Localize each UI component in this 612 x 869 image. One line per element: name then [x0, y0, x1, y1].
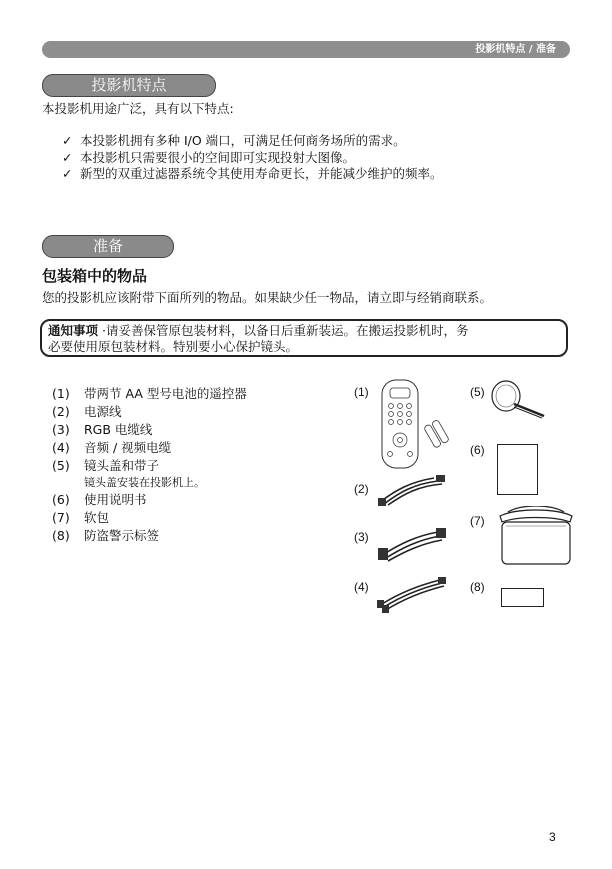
check-icon: ✓ [62, 149, 73, 165]
preparation-heading: 准备 [92, 237, 123, 255]
header-bar [42, 41, 570, 58]
figure-label-4: (4) [354, 580, 369, 594]
figure-label-8: (8) [470, 580, 485, 594]
soft-bag-icon [496, 506, 576, 566]
figure-label-5: (5) [470, 385, 485, 399]
features-heading-pill [42, 74, 216, 97]
remote-control-icon [376, 378, 456, 472]
check-icon: ✓ [62, 166, 73, 181]
preparation-heading-pill [42, 235, 174, 258]
lens-cap-icon [490, 378, 554, 420]
list-item: (7) 软包 [52, 510, 110, 525]
figure-label-7: (7) [470, 514, 485, 528]
list-item: (5) 镜头盖和带子 [52, 458, 160, 473]
notice-label: 通知事项 [48, 323, 99, 338]
security-label-icon [501, 588, 544, 607]
header-title: 投影机特点 / 准备 [475, 44, 556, 55]
notice-box [40, 319, 568, 357]
list-item: (4) 音频 / 视频电缆 [52, 440, 172, 455]
features-intro: 本投影机用途广泛，具有以下特点: [42, 101, 234, 116]
features-heading: 投影机特点 [91, 76, 167, 94]
item-list [52, 384, 247, 544]
manual-icon [497, 444, 538, 495]
page-number: 3 [549, 830, 556, 844]
figure-label-6: (6) [470, 443, 485, 457]
list-item: (8) 防盗警示标签 [52, 528, 160, 543]
rgb-cable-icon [376, 524, 448, 564]
av-cable-icon [376, 572, 448, 614]
list-item: (3) RGB 电缆线 [52, 422, 153, 437]
notice-text-2: 必要使用原包装材料。特别要小心保护镜头。 [48, 339, 299, 354]
figure-label-1: (1) [354, 385, 369, 399]
figure-label-2: (2) [354, 482, 369, 496]
list-item: ✓ 本投影机只需要很小的空间即可实现投射大图像。 [62, 149, 356, 165]
list-item-note: 镜头盖安装在投影机上。 [84, 476, 205, 489]
list-item: (1) 带两节 AA 型号电池的遥控器 [52, 386, 247, 401]
list-item: ✓ 本投影机拥有多种 I/O 端口，可满足任何商务场所的需求。 [62, 133, 406, 148]
features-list [62, 133, 443, 183]
power-cord-icon [376, 472, 448, 508]
preparation-intro: 您的投影机应该附带下面所列的物品。如果缺少任一物品，请立即与经销商联系。 [42, 290, 493, 305]
list-item: (2) 电源线 [52, 404, 122, 419]
figure-label-3: (3) [354, 530, 369, 544]
package-contents-heading: 包装箱中的物品 [42, 267, 148, 285]
list-item: ✓ 新型的双重过滤器系统令其使用寿命更长，并能减少维护的频率。 [62, 166, 443, 181]
list-item: (6) 使用说明书 [52, 492, 147, 507]
check-icon: ✓ [62, 133, 73, 148]
notice-text-1: ·请妥善保管原包装材料，以备日后重新装运。在搬运投影机时，务 [98, 323, 469, 338]
